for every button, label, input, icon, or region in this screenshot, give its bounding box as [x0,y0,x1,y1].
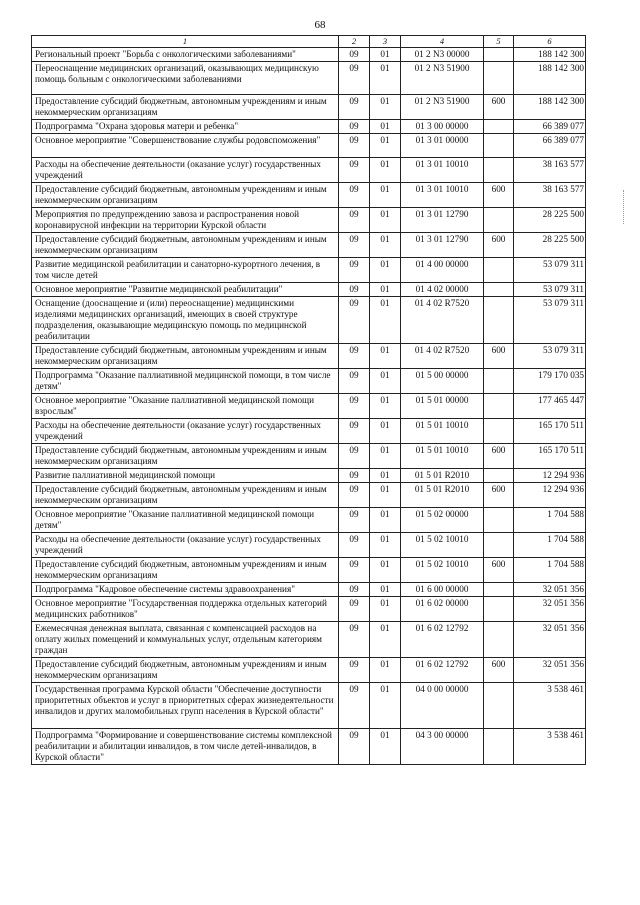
row-kcsr: 01 4 00 00000 [401,258,484,283]
table-row [32,444,586,469]
row-kvr [484,508,514,533]
row-kcsr: 01 5 01 10010 [401,444,484,469]
row-kcsr: 01 5 01 R2010 [401,469,484,483]
table-row [32,208,586,233]
row-kcsr: 01 5 01 R2010 [401,483,484,508]
row-name: Предоставление субсидий бюджетным, автономным учреждениям и иным некоммерческим организациям [32,558,339,583]
table-row [32,394,586,419]
budget-table [31,35,586,765]
row-col-2: 09 [339,208,370,233]
table-row [32,120,586,134]
row-col-2: 09 [339,283,370,297]
row-name: Основное мероприятие "Оказание паллиативной медицинской помощи детям" [32,508,339,533]
row-kcsr: 04 0 00 00000 [401,683,484,729]
table-row [32,95,586,120]
row-kcsr: 01 5 02 10010 [401,533,484,558]
row-col-2: 09 [339,469,370,483]
row-col-2: 09 [339,344,370,369]
row-amount: 1 704 588 [514,533,586,558]
row-col-3: 01 [370,158,401,183]
row-col-3: 01 [370,622,401,658]
row-name: Предоставление субсидий бюджетным, автономным учреждениям и иным некоммерческим организациям [32,483,339,508]
row-name: Развитие паллиативной медицинской помощи [32,469,339,483]
table-row [32,183,586,208]
row-name: Предоставление субсидий бюджетным, автономным учреждениям и иным некоммерческим организациям [32,344,339,369]
row-name: Основное мероприятие "Государственная поддержка отдельных категорий медицинских работников" [32,597,339,622]
row-kcsr: 01 4 02 R7520 [401,297,484,344]
row-kvr [484,683,514,729]
row-kvr [484,533,514,558]
row-amount: 188 142 300 [514,62,586,95]
row-kvr [484,369,514,394]
row-col-2: 09 [339,183,370,208]
row-amount: 32 051 356 [514,597,586,622]
row-col-3: 01 [370,369,401,394]
row-col-3: 01 [370,258,401,283]
row-name: Предоставление субсидий бюджетным, автономным учреждениям и иным некоммерческим организациям [32,658,339,683]
row-col-2: 09 [339,533,370,558]
row-kcsr: 01 3 00 00000 [401,120,484,134]
row-kcsr: 04 3 00 00000 [401,729,484,765]
row-amount: 12 294 936 [514,483,586,508]
row-col-2: 09 [339,419,370,444]
row-amount: 66 389 077 [514,134,586,158]
row-kvr [484,419,514,444]
table-row [32,258,586,283]
row-name: Переоснащение медицинских организаций, оказывающих медицинскую помощь больным с онкологическими заболеваниями [32,62,339,95]
table-row [32,283,586,297]
row-kcsr: 01 5 02 00000 [401,508,484,533]
row-col-3: 01 [370,344,401,369]
row-kvr [484,297,514,344]
row-kvr [484,134,514,158]
row-kcsr: 01 6 02 12792 [401,622,484,658]
row-col-2: 09 [339,483,370,508]
row-kcsr: 01 3 01 00000 [401,134,484,158]
row-kcsr: 01 3 01 12790 [401,233,484,258]
row-amount: 3 538 461 [514,729,586,765]
row-col-2: 09 [339,394,370,419]
row-col-3: 01 [370,48,401,62]
row-col-2: 09 [339,120,370,134]
row-name: Предоставление субсидий бюджетным, автономным учреждениям и иным некоммерческим организациям [32,95,339,120]
row-kcsr: 01 6 02 00000 [401,597,484,622]
row-col-3: 01 [370,419,401,444]
row-col-3: 01 [370,483,401,508]
row-kcsr: 01 5 02 10010 [401,558,484,583]
page-number: 68 [314,19,326,31]
row-kcsr: 01 5 01 00000 [401,394,484,419]
row-kvr [484,283,514,297]
row-col-2: 09 [339,48,370,62]
row-name: Предоставление субсидий бюджетным, автономным учреждениям и иным некоммерческим организациям [32,183,339,208]
table-row [32,48,586,62]
row-kvr [484,120,514,134]
row-amount: 66 389 077 [514,120,586,134]
row-kvr: 600 [484,95,514,120]
row-col-2: 09 [339,297,370,344]
table-row [32,344,586,369]
row-col-2: 09 [339,369,370,394]
row-name: Расходы на обеспечение деятельности (оказание услуг) государственных учреждений [32,533,339,558]
row-col-3: 01 [370,597,401,622]
row-col-2: 09 [339,583,370,597]
row-col-2: 09 [339,683,370,729]
row-kvr [484,729,514,765]
row-col-2: 09 [339,158,370,183]
row-col-3: 01 [370,444,401,469]
row-kvr [484,583,514,597]
row-amount: 165 170 511 [514,444,586,469]
row-col-3: 01 [370,95,401,120]
row-kvr: 600 [484,344,514,369]
row-col-3: 01 [370,62,401,95]
row-amount: 177 465 447 [514,394,586,419]
row-kvr [484,48,514,62]
header-col-3: 3 [370,36,401,48]
row-amount: 53 079 311 [514,297,586,344]
table-row [32,597,586,622]
row-name: Ежемесячная денежная выплата, связанная с компенсацией расходов на оплату жилых помещений и коммунальных услуг, отдельным категориям граждан [32,622,339,658]
row-amount: 32 051 356 [514,658,586,683]
table-row [32,683,586,729]
row-kvr: 600 [484,183,514,208]
header-col-5: 5 [484,36,514,48]
row-col-2: 09 [339,622,370,658]
row-col-3: 01 [370,683,401,729]
row-col-3: 01 [370,533,401,558]
table-row [32,233,586,258]
row-kcsr: 01 2 N3 00000 [401,48,484,62]
table-row [32,419,586,444]
row-name: Предоставление субсидий бюджетным, автономным учреждениям и иным некоммерческим организациям [32,233,339,258]
table-row [32,583,586,597]
row-col-2: 09 [339,258,370,283]
row-amount: 28 225 500 [514,233,586,258]
row-name: Расходы на обеспечение деятельности (оказание услуг) государственных учреждений [32,419,339,444]
row-col-3: 01 [370,729,401,765]
row-col-2: 09 [339,62,370,95]
row-kvr: 600 [484,658,514,683]
row-kvr: 600 [484,558,514,583]
row-col-3: 01 [370,208,401,233]
row-col-3: 01 [370,469,401,483]
row-amount: 53 079 311 [514,258,586,283]
table-row [32,483,586,508]
row-name: Подпрограмма "Оказание паллиативной медицинской помощи, в том числе детям" [32,369,339,394]
table-row [32,533,586,558]
row-kvr: 600 [484,233,514,258]
row-name: Развитие медицинской реабилитации и санаторно-курортного лечения, в том числе детей [32,258,339,283]
row-col-3: 01 [370,508,401,533]
row-amount: 3 538 461 [514,683,586,729]
table-row [32,658,586,683]
margin-scan-mark [623,190,626,224]
row-name: Оснащение (дооснащение и (или) переоснащение) медицинскими изделиями медицинских организаций, имеющих в своей структуре подразделения, оказывающие медицинскую помощь по медицинской реабилитации [32,297,339,344]
row-col-2: 09 [339,658,370,683]
header-col-1: 1 [32,36,339,48]
row-amount: 179 170 035 [514,369,586,394]
row-kcsr: 01 4 02 R7520 [401,344,484,369]
row-amount: 12 294 936 [514,469,586,483]
row-kvr [484,394,514,419]
row-name: Основное мероприятие "Развитие медицинской реабилитации" [32,283,339,297]
table-row [32,297,586,344]
row-kvr [484,469,514,483]
row-amount: 188 142 300 [514,48,586,62]
table-row [32,558,586,583]
row-amount: 32 051 356 [514,622,586,658]
row-kvr [484,622,514,658]
table-row [32,134,586,158]
row-kcsr: 01 2 N3 51900 [401,62,484,95]
header-col-4: 4 [401,36,484,48]
row-kcsr: 01 3 01 10010 [401,183,484,208]
row-col-2: 09 [339,597,370,622]
table-row [32,469,586,483]
row-col-2: 09 [339,729,370,765]
row-col-2: 09 [339,444,370,469]
row-name: Предоставление субсидий бюджетным, автономным учреждениям и иным некоммерческим организациям [32,444,339,469]
row-col-3: 01 [370,583,401,597]
row-kvr [484,597,514,622]
header-col-6: 6 [514,36,586,48]
row-col-3: 01 [370,658,401,683]
row-kcsr: 01 6 00 00000 [401,583,484,597]
row-kcsr: 01 5 00 00000 [401,369,484,394]
row-col-2: 09 [339,508,370,533]
row-col-3: 01 [370,558,401,583]
table-row [32,729,586,765]
row-name: Расходы на обеспечение деятельности (оказание услуг) государственных учреждений [32,158,339,183]
table-row [32,622,586,658]
row-kcsr: 01 6 02 12792 [401,658,484,683]
table-row [32,62,586,95]
row-kvr [484,208,514,233]
row-name: Мероприятия по предупреждению завоза и распространения новой коронавирусной инфекции на территории Курской области [32,208,339,233]
row-kcsr: 01 3 01 12790 [401,208,484,233]
row-col-2: 09 [339,233,370,258]
row-amount: 38 163 577 [514,183,586,208]
row-col-3: 01 [370,394,401,419]
table-row [32,158,586,183]
row-col-3: 01 [370,120,401,134]
row-col-2: 09 [339,558,370,583]
row-amount: 32 051 356 [514,583,586,597]
row-amount: 38 163 577 [514,158,586,183]
row-kcsr: 01 5 01 10010 [401,419,484,444]
row-name: Основное мероприятие "Оказание паллиативной медицинской помощи взрослым" [32,394,339,419]
row-amount: 28 225 500 [514,208,586,233]
row-kvr: 600 [484,483,514,508]
row-col-3: 01 [370,183,401,208]
row-col-2: 09 [339,134,370,158]
row-amount: 1 704 588 [514,558,586,583]
row-kcsr: 01 4 02 00000 [401,283,484,297]
row-kcsr: 01 3 01 10010 [401,158,484,183]
row-kvr [484,158,514,183]
row-amount: 53 079 311 [514,344,586,369]
row-col-3: 01 [370,134,401,158]
row-kvr [484,258,514,283]
row-amount: 188 142 300 [514,95,586,120]
row-name: Подпрограмма "Кадровое обеспечение системы здравоохранения" [32,583,339,597]
table-row [32,369,586,394]
row-amount: 53 079 311 [514,283,586,297]
row-name: Подпрограмма "Охрана здоровья матери и ребенка" [32,120,339,134]
row-name: Государственная программа Курской области "Обеспечение доступности приоритетных объектов и услуг в приоритетных сферах жизнедеятельности инвалидов и других маломобильных групп населения в Курской области" [32,683,339,729]
row-name: Основное мероприятие "Совершенствование службы родовспоможения" [32,134,339,158]
row-col-3: 01 [370,283,401,297]
row-name: Подпрограмма "Формирование и совершенствование системы комплексной реабилитации и абилитации инвалидов, в том числе детей-инвалидов, в Курской области" [32,729,339,765]
row-col-3: 01 [370,297,401,344]
header-col-2: 2 [339,36,370,48]
row-kcsr: 01 2 N3 51900 [401,95,484,120]
header-row [32,36,586,48]
row-kvr [484,62,514,95]
row-col-2: 09 [339,95,370,120]
row-name: Региональный проект "Борьба с онкологическими заболеваниями" [32,48,339,62]
row-col-3: 01 [370,233,401,258]
row-kvr: 600 [484,444,514,469]
row-amount: 1 704 588 [514,508,586,533]
table-row [32,508,586,533]
row-amount: 165 170 511 [514,419,586,444]
